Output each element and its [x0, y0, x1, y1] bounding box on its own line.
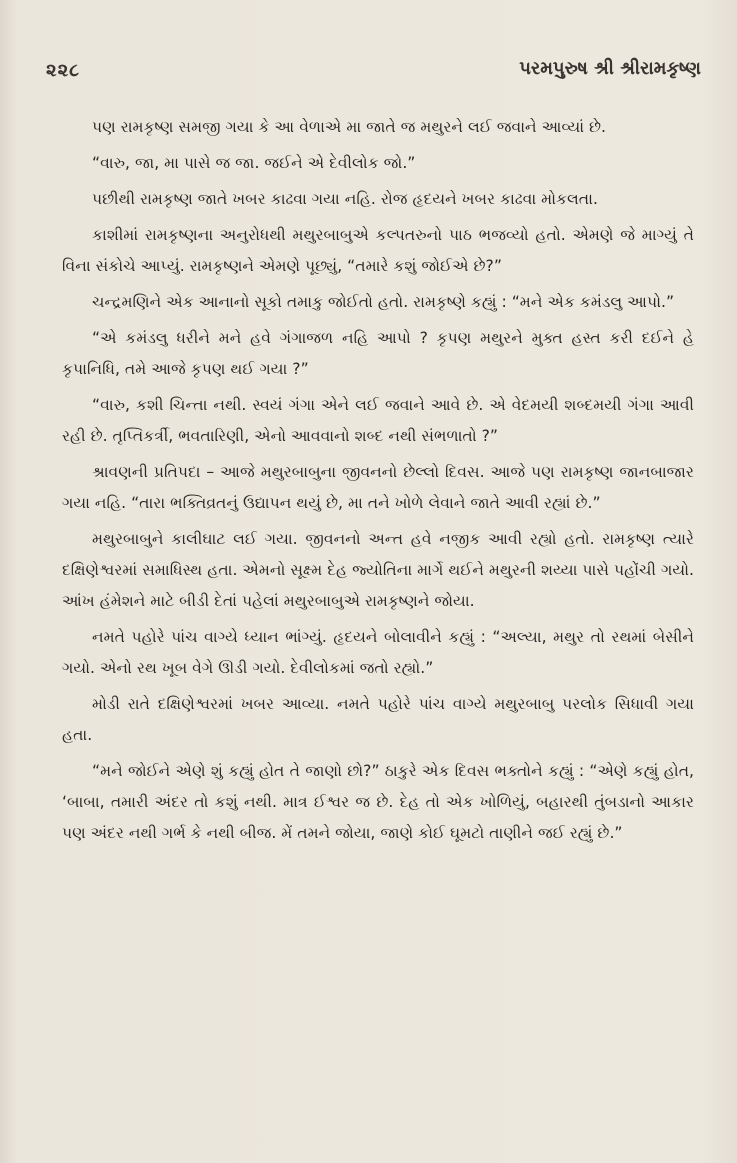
paragraph: મોડી રાતે દક્ષિણેશ્વરમાં ખબર આવ્યા. નમતે પહોરે પાંચ વાગ્યે મથુરબાબુ પરલોક સિધાવી ગયા હતા. — [62, 695, 694, 744]
paragraph: “વારુ, કશી ચિન્તા નથી. સ્વયં ગંગા એને લઈ જવાને આવે છે. એ વેદમયી શબ્દમયી ગંગા આવી રહી છે. તૃપ્તિકર્ત્રી, ભવતારિણી, એનો આવવાનો શબ્દ નથી સંભળાતો ?” — [62, 396, 694, 445]
paragraph: નમતે પહોરે પાંચ વાગ્યે ધ્યાન ભાંગ્યું. હૃદયને બોલાવીને કહ્યું : “અલ્યા, મથુર તો રથમાં બેસીને ગયો. એનો રથ ખૂબ વેગે ઊડી ગયો. દેવીલોકમાં જતો રહ્યો.” — [62, 628, 694, 677]
running-title: પરમપુરુષ શ્રી શ્રીરામકૃષ્ણ — [519, 58, 701, 79]
paragraph: પણ રામકૃષ્ણ સમજી ગયા કે આ વેળાએ મા જાતે જ મથુરને લઈ જવાને આવ્યાં છે. — [92, 118, 607, 136]
paragraph: શ્રાવણની પ્રતિપદા – આજે મથુરબાબુના જીવનનો છેલ્લો દિવસ. આજે પણ રામકૃષ્ણ જાનબાજાર ગયા નહિ. “તારા ભક્તિવ્રતનું ઉદ્યાપન થયું છે, મા તને ખોળે લેવાને જાતે આવી રહ્યાં છે.” — [62, 463, 694, 512]
paragraph: પછીથી રામકૃષ્ણ જાતે ખબર કાઢવા ગયા નહિ. રોજ હૃદયને ખબર કાઢવા મોકલતા. — [92, 190, 598, 208]
paragraph: મથુરબાબુને કાલીઘાટ લઈ ગયા. જીવનનો અન્ત હવે નજીક આવી રહ્યો હતો. રામકૃષ્ણ ત્યારે દક્ષિણેશ્વરમાં સમાધિસ્થ હતા. એમનો સૂક્ષ્મ દેહ જ્યોતિના માર્ગે થઈને મથુરની શય્યા પાસે પહોંચી ગયો. આંખ હંમેશને માટે બીડી દેતાં પહેલાં મથુરબાબુએ રામકૃષ્ણને જોયા. — [62, 530, 694, 610]
paragraph: કાશીમાં રામકૃષ્ણના અનુરોધથી મથુરબાબુએ કલ્પતરુનો પાઠ ભજવ્યો હતો. એમણે જે માગ્યું તે વિના સંકોચે આપ્યું. રામકૃષ્ણને એમણે પૂછ્યું, “તમારે કશું જોઈએ છે?” — [62, 226, 694, 275]
page-header — [46, 50, 701, 90]
paragraph: “એ કમંડલુ ધરીને મને હવે ગંગાજળ નહિ આપો ? કૃપણ મથુરને મુક્ત હસ્ત કરી દઈને હે કૃપાનિધિ, તમે આજે કૃપણ થઈ ગયા ?” — [62, 329, 694, 378]
paragraph: “મને જોઈને એણે શું કહ્યું હોત તે જાણો છો?” ઠાકુરે એક દિવસ ભક્તોને કહ્યું : “એણે કહ્યું હોત, ‘બાબા, તમારી અંદર તો કશું નથી. માત્ર ઈશ્વર જ છે. દેહ તો એક ખોળિયું, બહારથી તુંબડાનો આકાર પણ અંદર નથી ગર્ભ કે નથી બીજ. મેં તમને જોયા, જાણે કોઈ ઘૂમટો તાણીને જઈ રહ્યું છે.” — [62, 762, 694, 842]
body-text — [62, 112, 694, 854]
page-number: ૨૨૮ — [46, 60, 81, 81]
paragraph: ચન્દ્રમણિને એક આનાનો સૂકો તમાકુ જોઈતો હતો. રામકૃષ્ણે કહ્યું : “મને એક કમંડલુ આપો.” — [92, 293, 675, 311]
paragraph: “વારુ, જા, મા પાસે જ જા. જઈને એ દેવીલોક જો.” — [92, 154, 416, 172]
